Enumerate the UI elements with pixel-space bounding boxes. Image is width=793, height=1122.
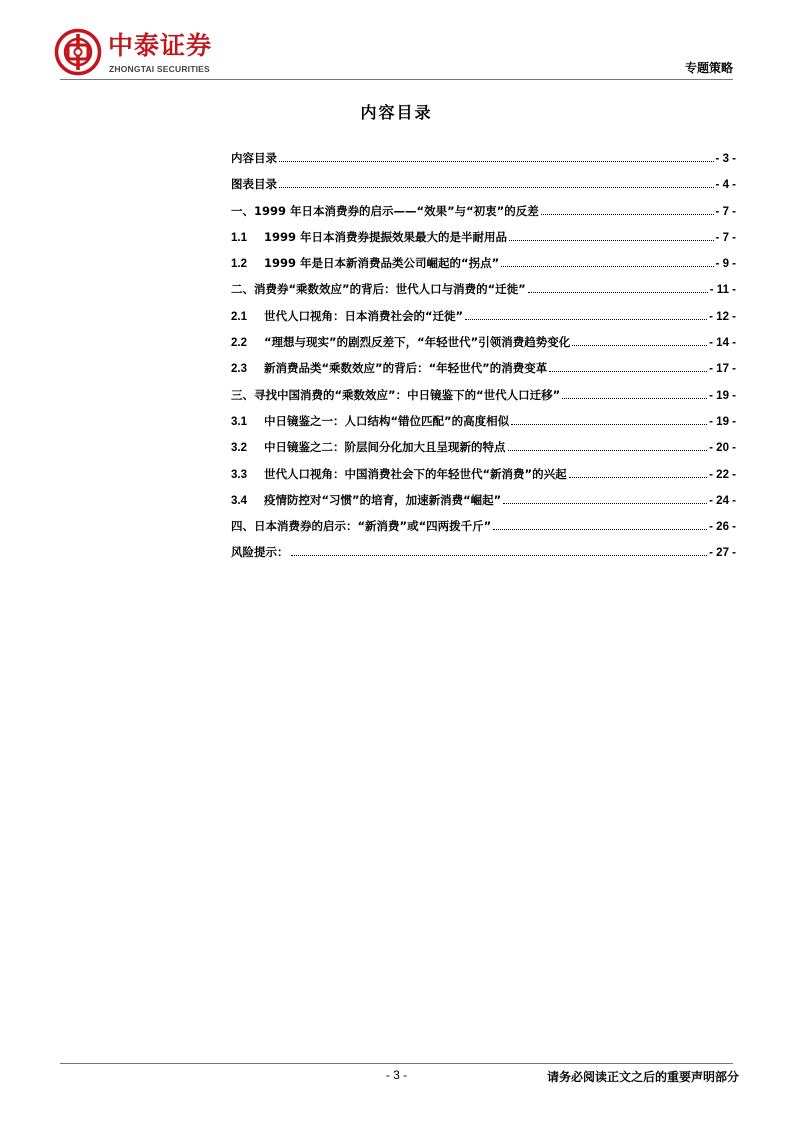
toc-dot-leader — [493, 529, 707, 530]
toc-entry-page: - 24 - — [709, 494, 736, 507]
toc-entry-title: 内容目录 — [231, 151, 277, 165]
toc-entry-title: 风险提示： — [231, 545, 289, 560]
toc-dot-leader — [509, 240, 714, 241]
toc-entry-page: - 20 - — [709, 442, 736, 455]
toc-entry-number: 2.3 — [231, 363, 247, 376]
toc-entry-number: 3.4 — [231, 494, 247, 507]
page-number: - 3 - — [385, 1068, 408, 1082]
toc-dot-leader — [279, 187, 714, 188]
toc-dot-leader — [541, 214, 714, 215]
toc-dot-leader — [569, 477, 708, 478]
toc-dot-leader — [508, 450, 708, 451]
toc-entry[interactable] — [231, 334, 736, 360]
toc-entry-page: - 12 - — [709, 310, 736, 323]
footer-divider — [60, 1063, 733, 1064]
toc-entry-number: 3.2 — [231, 442, 247, 455]
toc-dot-leader — [511, 424, 707, 425]
toc-entry-title: 中日镜鉴之二：阶层间分化加大且呈现新的特点 — [264, 440, 506, 455]
toc-entry-number: 3.1 — [231, 415, 247, 428]
toc-entry[interactable] — [231, 176, 736, 202]
toc-dot-leader — [562, 398, 707, 399]
toc-entry-title: 四、日本消费券的启示：“新消费”或“四两拨千斤” — [231, 519, 492, 534]
toc-entry[interactable] — [231, 360, 736, 386]
logo-english-name: ZHONGTAI SECURITIES — [109, 64, 210, 74]
toc-entry-page: - 9 - — [715, 258, 736, 271]
toc-entry-title: 1999 年日本消费券提振效果最大的是半耐用品 — [264, 229, 508, 244]
toc-entry-page: - 27 - — [709, 547, 736, 560]
toc-entry-title: “理想与现实”的剧烈反差下，“年轻世代”引领消费趋势变化 — [264, 335, 571, 350]
toc-entry[interactable] — [231, 492, 736, 518]
toc-entry[interactable] — [231, 544, 736, 570]
logo-chinese-name: 中泰证券 — [108, 31, 213, 60]
toc-entry[interactable] — [231, 518, 736, 544]
toc-entry-title: 一、1999 年日本消费券的启示——“效果”与“初衷”的反差 — [231, 203, 539, 218]
toc-dot-leader — [291, 555, 708, 556]
toc-entry[interactable] — [231, 387, 736, 413]
toc-entry-title: 中日镜鉴之一：人口结构“错位匹配”的高度相似 — [264, 413, 510, 428]
toc-dot-leader — [465, 319, 707, 320]
toc-entry-title: 世代人口视角：中国消费社会下的年轻世代“新消费”的兴起 — [264, 466, 567, 481]
toc-entry-title: 二、消费券“乘数效应”的背后：世代人口与消费的“迁徙” — [231, 282, 526, 297]
toc-entry-title: 新消费品类“乘数效应”的背后：“年轻世代”的消费变革 — [264, 361, 548, 376]
toc-entry-page: - 3 - — [715, 153, 736, 165]
toc-entry-title: 图表目录 — [231, 177, 277, 192]
toc-entry-number: 3.3 — [231, 468, 247, 481]
toc-entry[interactable] — [231, 203, 736, 229]
toc-dot-leader — [503, 503, 707, 504]
toc-entry[interactable] — [231, 150, 736, 176]
toc-entry-title: 疫情防控对“习惯”的培育，加速新消费“崛起” — [264, 492, 502, 507]
toc-entry-title: 三、寻找中国消费的“乘数效应”：中日镜鉴下的“世代人口迁移” — [231, 387, 561, 402]
toc-entry-number: 2.1 — [231, 310, 247, 323]
toc-entry-number: 1.1 — [231, 231, 247, 244]
toc-entry[interactable] — [231, 229, 736, 255]
toc-entry-page: - 17 - — [709, 363, 736, 376]
toc-entry-title: 世代人口视角：日本消费社会的“迁徙” — [264, 308, 464, 323]
toc-title: 内容目录 — [360, 103, 433, 122]
toc-entry-number: 1.2 — [231, 258, 247, 271]
toc-entry[interactable] — [231, 466, 736, 492]
toc-dot-leader — [501, 266, 713, 267]
toc-dot-leader — [549, 371, 707, 372]
toc-dot-leader — [279, 161, 714, 162]
toc-entry-page: - 19 - — [709, 389, 736, 402]
toc-entry[interactable] — [231, 281, 736, 307]
toc-entry-number: 2.2 — [231, 337, 247, 350]
header-divider — [60, 79, 733, 80]
toc-entry-page: - 26 - — [709, 521, 736, 534]
toc-dot-leader — [572, 345, 707, 346]
toc-entry-title: 1999 年是日本新消费品类公司崛起的“拐点” — [264, 256, 500, 271]
toc-entry-page: - 7 - — [715, 231, 736, 244]
report-category: 专题策略 — [684, 61, 733, 75]
disclaimer-note: 请务必阅读正文之后的重要声明部分 — [546, 1070, 739, 1084]
toc-entry[interactable] — [231, 255, 736, 281]
toc-dot-leader — [528, 292, 708, 293]
toc-entry[interactable] — [231, 439, 736, 465]
company-logo — [54, 28, 244, 78]
toc-entry-page: - 19 - — [709, 415, 736, 428]
toc-entry[interactable] — [231, 413, 736, 439]
toc-entry-page: - 7 - — [715, 205, 736, 218]
toc-entry[interactable] — [231, 308, 736, 334]
toc-entry-page: - 11 - — [709, 284, 736, 297]
table-of-contents — [231, 150, 736, 571]
toc-entry-page: - 14 - — [709, 337, 736, 350]
zhongtai-logo-icon — [54, 28, 102, 76]
toc-entry-page: - 22 - — [709, 468, 736, 481]
toc-entry-page: - 4 - — [715, 179, 736, 192]
